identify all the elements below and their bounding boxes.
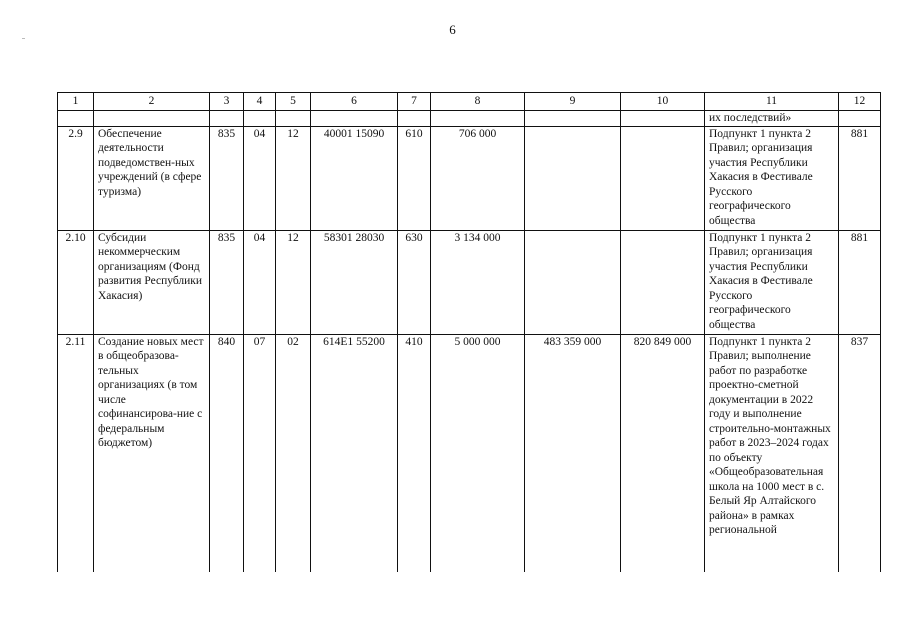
cell-col5: 12 xyxy=(276,230,311,334)
row-name: Обеспечение деятельности подведомствен-ных учреждений (в сфере туризма) xyxy=(94,126,210,230)
cell-col12: 837 xyxy=(839,334,881,572)
header-cell: 11 xyxy=(705,93,839,111)
cell-col7: 630 xyxy=(398,230,431,334)
cell-col6: 614Е1 55200 xyxy=(311,334,398,572)
row-name: Субсидии некоммерческим организациям (Фонд развития Республики Хакасия) xyxy=(94,230,210,334)
scan-speck xyxy=(22,38,25,39)
row-number: 2.10 xyxy=(58,230,94,334)
cell-col5: 12 xyxy=(276,126,311,230)
cell-col7: 410 xyxy=(398,334,431,572)
row-number: 2.11 xyxy=(58,334,94,572)
header-cell: 4 xyxy=(244,93,276,111)
cell-col3: 840 xyxy=(210,334,244,572)
cell-col10 xyxy=(621,230,705,334)
header-cell: 5 xyxy=(276,93,311,111)
cell-col6: 40001 15090 xyxy=(311,126,398,230)
cell-col8: 3 134 000 xyxy=(431,230,525,334)
cell-col3: 835 xyxy=(210,126,244,230)
cell-col8: 5 000 000 xyxy=(431,334,525,572)
continuation-row xyxy=(58,111,881,127)
cell-col4: 04 xyxy=(244,230,276,334)
header-cell: 9 xyxy=(525,93,621,111)
cell-col11: Подпункт 1 пункта 2 Правил; выполнение работ по разработке проектно-сметной документации в 2022 году и выполнение строительно-монтажных работ в 2023–2024 годах по объекту «Общеобразовательная школа на 1000 мест в с. Белый Яр Алтайского района» в рамках региональной xyxy=(705,334,839,572)
page-number: 6 xyxy=(449,22,456,37)
cell-col9 xyxy=(525,230,621,334)
cell-col9: 483 359 000 xyxy=(525,334,621,572)
header-cell: 3 xyxy=(210,93,244,111)
budget-table xyxy=(57,92,881,572)
cell-col9 xyxy=(525,126,621,230)
header-cell: 2 xyxy=(94,93,210,111)
header-cell: 1 xyxy=(58,93,94,111)
cell-col4: 07 xyxy=(244,334,276,572)
cell-col12: 881 xyxy=(839,126,881,230)
cell-col11: Подпункт 1 пункта 2 Правил; организация участия Республики Хакасия в Фестивале Русского географического общества xyxy=(705,230,839,334)
cell-col8: 706 000 xyxy=(431,126,525,230)
cell-col11: Подпункт 1 пункта 2 Правил; организация участия Республики Хакасия в Фестивале Русского географического общества xyxy=(705,126,839,230)
cell-col10 xyxy=(621,126,705,230)
header-row xyxy=(58,93,881,111)
cell-col12: 881 xyxy=(839,230,881,334)
cell-col6: 58301 28030 xyxy=(311,230,398,334)
table-row xyxy=(58,334,881,572)
continuation-text: их последствий» xyxy=(705,111,839,127)
header-cell: 12 xyxy=(839,93,881,111)
cell-col7: 610 xyxy=(398,126,431,230)
cell-col4: 04 xyxy=(244,126,276,230)
header-cell: 8 xyxy=(431,93,525,111)
cell-col10: 820 849 000 xyxy=(621,334,705,572)
cell-col3: 835 xyxy=(210,230,244,334)
row-name: Создание новых мест в общеобразова-тельных организациях (в том числе софинансирова-ние с федеральным бюджетом) xyxy=(94,334,210,572)
header-cell: 10 xyxy=(621,93,705,111)
cell-col5: 02 xyxy=(276,334,311,572)
header-cell: 6 xyxy=(311,93,398,111)
table-row xyxy=(58,126,881,230)
header-cell: 7 xyxy=(398,93,431,111)
table-row xyxy=(58,230,881,334)
row-number: 2.9 xyxy=(58,126,94,230)
